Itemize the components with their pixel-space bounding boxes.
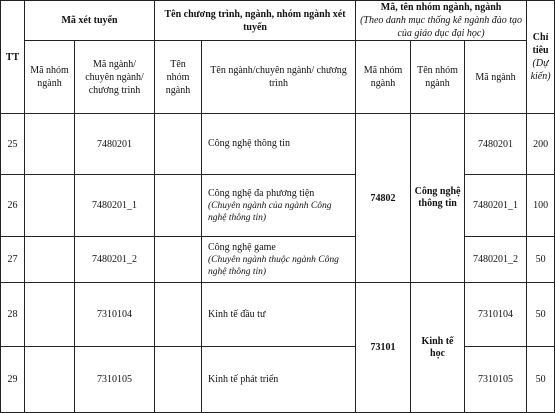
program-name: Công nghệ thông tin [208, 138, 290, 149]
cell-ma-nhom-nganh [25, 283, 75, 347]
header-ma-xet-tuyen: Mã xét tuyển [25, 1, 155, 41]
program-note: (Chuyên ngành thuộc ngành Công nghệ thông tin) [208, 254, 339, 277]
header-chi-tieu-title: Chỉ tiêu [532, 32, 549, 56]
cell-ma: 7480201_2 [75, 237, 155, 283]
cell-ma: 7480201_1 [75, 175, 155, 237]
cell-ten-nhom-nganh [155, 283, 202, 347]
header-ten-nhom-nganh-2: Tên nhóm ngành [411, 41, 465, 114]
cell-ma-nganh: 7480201_1 [465, 175, 527, 237]
cell-chi-tieu: 100 [527, 175, 555, 237]
cell-ten-nhom-nganh [155, 114, 202, 175]
header-ten-chuong-trinh: Tên chương trình, ngành, nhóm ngành xét tuyển [155, 1, 356, 41]
cell-chi-tieu: 50 [527, 283, 555, 347]
cell-ma-nhom-nganh [25, 114, 75, 175]
header-ma-nhom-nganh-1: Mã nhóm ngành [25, 41, 75, 114]
cell-ma-nhom-nganh [25, 237, 75, 283]
cell-ten [202, 283, 356, 347]
cell-ten-nhom-nganh [155, 347, 202, 413]
cell-tt: 26 [1, 175, 25, 237]
table-row [1, 175, 555, 237]
cell-ten [202, 175, 356, 237]
header-ma-nhom-nganh-2: Mã nhóm ngành [356, 41, 411, 114]
cell-ten-nhom-nganh [155, 237, 202, 283]
cell-ten [202, 347, 356, 413]
cell-ma-nhom-nganh [25, 175, 75, 237]
group-ten: Kinh tế học [411, 283, 465, 413]
cell-ma: 7310104 [75, 283, 155, 347]
header-ma-ten-nhom-note: (Theo danh mục thống kê ngành đào tạo của giáo dục đại học) [360, 15, 523, 39]
cell-tt: 28 [1, 283, 25, 347]
program-name: Kinh tế đầu tư [208, 308, 266, 320]
header-ma-nganh: Mã ngành [465, 41, 527, 114]
cell-ma: 7480201 [75, 114, 155, 175]
program-note: (Chuyên ngành của ngành Công nghệ thông tin) [208, 200, 332, 223]
header-ten-nhom-nganh-1: Tên nhóm ngành [155, 41, 202, 114]
header-ten-nganh-chuyen-nganh: Tên ngành/chuyên ngành/ chương trình [202, 41, 356, 114]
cell-ma-nganh: 7310105 [465, 347, 527, 413]
table-row [1, 114, 555, 175]
cell-chi-tieu: 200 [527, 114, 555, 175]
program-name: Kinh tế phát triển [208, 373, 279, 385]
header-chi-tieu-note: (Dự kiến) [530, 58, 551, 82]
cell-ten [202, 114, 356, 175]
header-tt: TT [1, 1, 25, 114]
table-row [1, 283, 555, 347]
header-chi-tieu [527, 1, 555, 114]
group-ma: 73101 [356, 283, 411, 413]
cell-tt: 25 [1, 114, 25, 175]
group-ma: 74802 [356, 114, 411, 283]
table-row [1, 347, 555, 413]
header-ma-ten-nhom-title: Mã, tên nhóm ngành, ngành [380, 2, 502, 13]
cell-ma-nganh: 7480201_2 [465, 237, 527, 283]
cell-tt: 29 [1, 347, 25, 413]
cell-ma: 7310105 [75, 347, 155, 413]
program-name: Công nghệ đa phương tiện [208, 187, 315, 199]
group-ten: Công nghệ thông tin [411, 114, 465, 283]
cell-ma-nganh: 7480201 [465, 114, 527, 175]
header-ma-ten-nhom [356, 1, 527, 41]
header-ma-nganh-chuyen-nganh: Mã ngành/ chuyên ngành/ chương trình [75, 41, 155, 114]
cell-ten [202, 237, 356, 283]
cell-tt: 27 [1, 237, 25, 283]
program-name: Công nghệ game [208, 241, 276, 253]
table-row [1, 237, 555, 283]
cell-ma-nganh: 7310104 [465, 283, 527, 347]
cell-ten-nhom-nganh [155, 175, 202, 237]
cell-chi-tieu: 50 [527, 347, 555, 413]
cell-ma-nhom-nganh [25, 347, 75, 413]
cell-chi-tieu: 50 [527, 237, 555, 283]
